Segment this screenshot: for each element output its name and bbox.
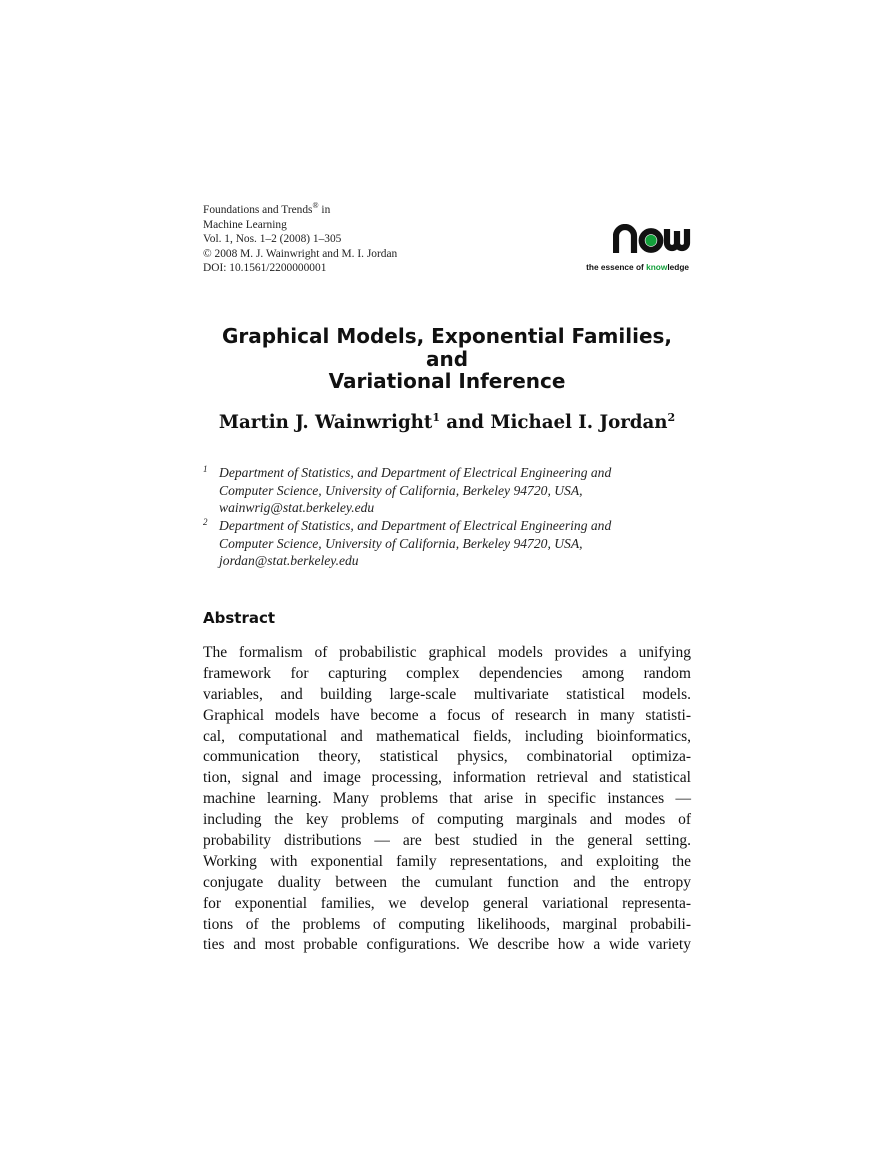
now-logo-icon <box>613 224 691 254</box>
abstract-line: for exponential families, we develop general variational representa- <box>203 894 691 912</box>
title-line: Graphical Models, Exponential Families, and <box>221 324 673 371</box>
abstract-body <box>203 643 691 956</box>
abstract-line: framework for capturing complex dependencies among random <box>203 664 691 682</box>
affiliation-line: Computer Science, University of California, Berkeley 94720, USA, <box>219 482 583 498</box>
affiliation <box>203 464 691 517</box>
journal-name-line <box>203 203 523 218</box>
doi-line: DOI: 10.1561/2200000001 <box>203 262 327 275</box>
affiliation-line: Department of Statistics, and Department of Electrical Engineering and <box>219 518 612 533</box>
journal-name: Foundations and Trends <box>203 204 313 216</box>
author-email: jordan@stat.berkeley.edu <box>219 553 359 569</box>
abstract-line: variables, and building large-scale multivariate statistical models. <box>203 685 691 703</box>
abstract-line: cal, computational and mathematical fields, including bioinformatics, <box>203 727 691 745</box>
affiliation-line: Department of Statistics, and Department of Electrical Engineering and <box>219 465 612 480</box>
author-name: Michael I. Jordan <box>490 412 668 433</box>
tagline-suffix: ledge <box>667 262 689 272</box>
volume-info: Vol. 1, Nos. 1–2 (2008) 1–305 <box>203 233 342 246</box>
abstract-line: including the key problems of computing marginals and modes of <box>203 811 691 829</box>
affiliation <box>203 517 691 570</box>
abstract-line: machine learning. Many problems that arise in specific instances — <box>203 790 691 808</box>
journal-name-suffix: in <box>318 204 331 216</box>
author-affiliation-marker: 2 <box>667 410 676 424</box>
affiliation-number: 2 <box>203 517 208 527</box>
author-conjunction: and <box>439 412 491 433</box>
abstract-line: Working with exponential family representations, and exploiting the <box>203 852 691 870</box>
abstract-heading: Abstract <box>203 609 276 627</box>
tagline-prefix: the essence of <box>586 262 647 272</box>
abstract-line: conjugate duality between the cumulant function and the entropy <box>203 873 691 891</box>
author-name: Martin J. Wainwright <box>218 412 433 433</box>
author-email: wainwrig@stat.berkeley.edu <box>219 500 375 516</box>
abstract-line: tions of the problems of computing likelihoods, marginal probabili- <box>203 915 691 933</box>
title-line: Variational Inference <box>328 369 566 393</box>
abstract-line: tion, signal and image processing, information retrieval and statistical <box>203 769 691 787</box>
tagline-highlight: know <box>646 262 668 272</box>
registered-mark: ® <box>312 201 319 211</box>
abstract-line: probability distributions — are best studied in the general setting. <box>203 832 691 850</box>
logo-tagline <box>586 262 689 272</box>
abstract-line: ties and most probable configurations. We describe how a wide variety <box>203 936 691 954</box>
author-affiliation-marker: 1 <box>432 410 440 424</box>
journal-subject: Machine Learning <box>203 218 287 231</box>
affiliation-number: 1 <box>203 464 208 474</box>
abstract-line: The formalism of probabilistic graphical models provides a unifying <box>203 644 691 661</box>
author-list <box>203 412 691 433</box>
paper-title <box>203 325 691 393</box>
publisher-logo <box>573 224 691 276</box>
abstract-line: Graphical models have become a focus of research in many statisti- <box>203 706 691 724</box>
abstract-line: communication theory, statistical physics, combinatorial optimiza- <box>203 748 691 766</box>
copyright-line: © 2008 M. J. Wainwright and M. I. Jordan <box>203 247 398 260</box>
affiliation-line: Computer Science, University of California, Berkeley 94720, USA, <box>219 535 583 551</box>
publication-info <box>203 203 523 276</box>
